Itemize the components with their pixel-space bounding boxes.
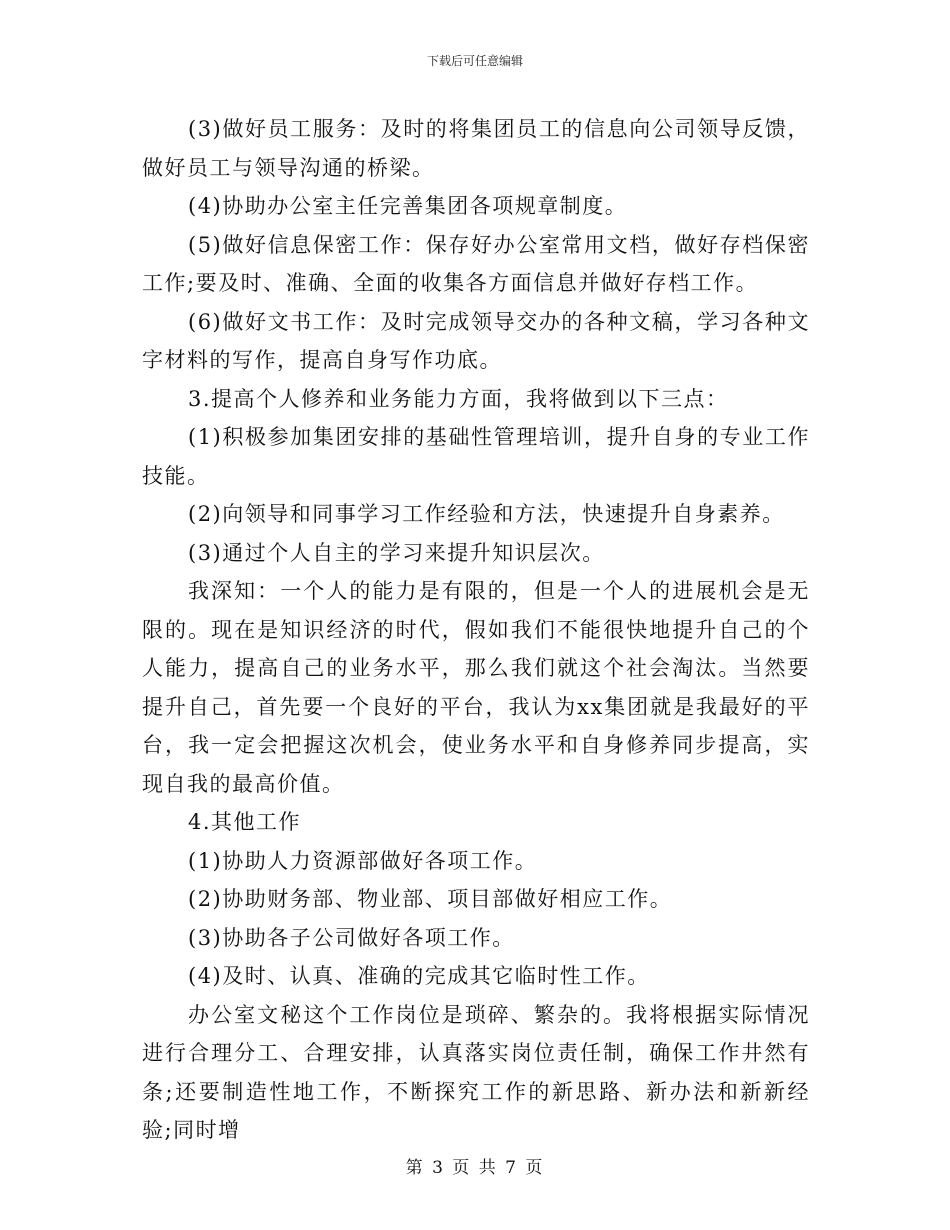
paragraph: (5)做好信息保密工作：保存好办公室常用文档，做好存档保密工作;要及时、准确、全面的收集各方面信息并做好存档工作。: [142, 232, 810, 295]
page-number: 第 3 页 共 7 页: [405, 1158, 545, 1178]
paragraph: (3)协助各子公司做好各项工作。: [188, 925, 515, 950]
paragraph: (3)做好员工服务：及时的将集团员工的信息向公司领导反馈，做好员工与领导沟通的桥梁。: [142, 117, 810, 180]
page-header: 下载后可任意编辑: [426, 54, 523, 68]
paragraph: (2)向领导和同事学习工作经验和方法，快速提升自身素养。: [188, 502, 785, 526]
paragraph: 我深知：一个人的能力是有限的，但是一个人的进展机会是无限的。现在是知识经济的时代，假如我们不能很快地提升自己的个人能力，提高自己的业务水平，那么我们就这个社会淘汰。当然要提升自己，首先要一个良好的平台，我认为xx集团就是我最好的平台，我一定会把握这次机会，使业务水平和自身修养同步提高，实现自我的最高价值。: [142, 579, 810, 796]
paragraph: (3)通过个人自主的学习来提升知识层次。: [188, 540, 605, 565]
paragraph: (6)做好文书工作：及时完成领导交办的各种文稿，学习各种文字材料的写作，提高自身写作功底。: [142, 309, 810, 372]
section-heading: 4.其他工作: [188, 810, 302, 834]
paragraph: (4)及时、认真、准确的完成其它临时性工作。: [188, 964, 650, 988]
paragraph: (1)协助人力资源部做好各项工作。: [188, 848, 538, 873]
paragraph: (1)积极参加集团安排的基础性管理培训，提升自身的专业工作技能。: [142, 425, 810, 488]
paragraph: 办公室文秘这个工作岗位是琐碎、繁杂的。我将根据实际情况进行合理分工、合理安排，认真落实岗位责任制，确保工作井然有条;还要制造性地工作，不断探究工作的新思路、新办法和新新经验;同时增: [142, 1002, 810, 1142]
paragraph: (2)协助财务部、物业部、项目部做好相应工作。: [188, 887, 673, 911]
document-body: [142, 110, 810, 1150]
section-heading: 3.提高个人修养和业务能力方面，我将做到以下三点：: [188, 386, 729, 411]
paragraph: (4)协助办公室主任完善集团各项规章制度。: [188, 194, 628, 218]
